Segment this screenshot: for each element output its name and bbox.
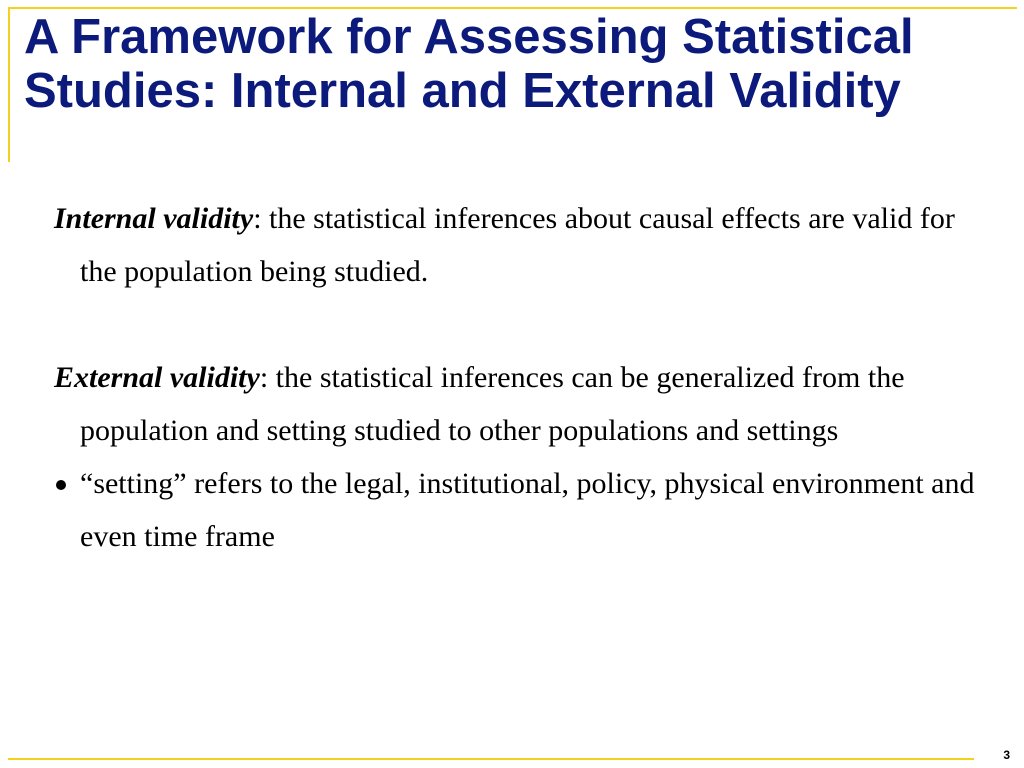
bottom-divider <box>8 758 974 760</box>
slide-body <box>0 192 1024 563</box>
setting-bullet-text: “setting” refers to the legal, institutional, policy, physical environment and even time frame <box>80 467 975 553</box>
external-validity-paragraph <box>0 351 992 457</box>
top-divider <box>8 7 1017 9</box>
internal-validity-term: Internal validity <box>54 202 254 235</box>
slide-number: 3 <box>1003 748 1010 762</box>
external-validity-definition: : the statistical inferences can be generalized from the population and setting studied to other populations and settings <box>80 361 905 447</box>
internal-validity-definition: : the statistical inferences about causal effects are valid for the population being studied. <box>80 202 955 288</box>
internal-validity-paragraph <box>0 192 992 298</box>
setting-bullet-item <box>0 457 992 563</box>
left-divider <box>8 7 10 162</box>
paragraph-spacer <box>0 298 1024 351</box>
slide-title: A Framework for Assessing Statistical Studies: Internal and External Validity <box>24 10 914 118</box>
external-validity-term: External validity <box>54 361 260 394</box>
bullet-dot-icon <box>56 480 66 490</box>
